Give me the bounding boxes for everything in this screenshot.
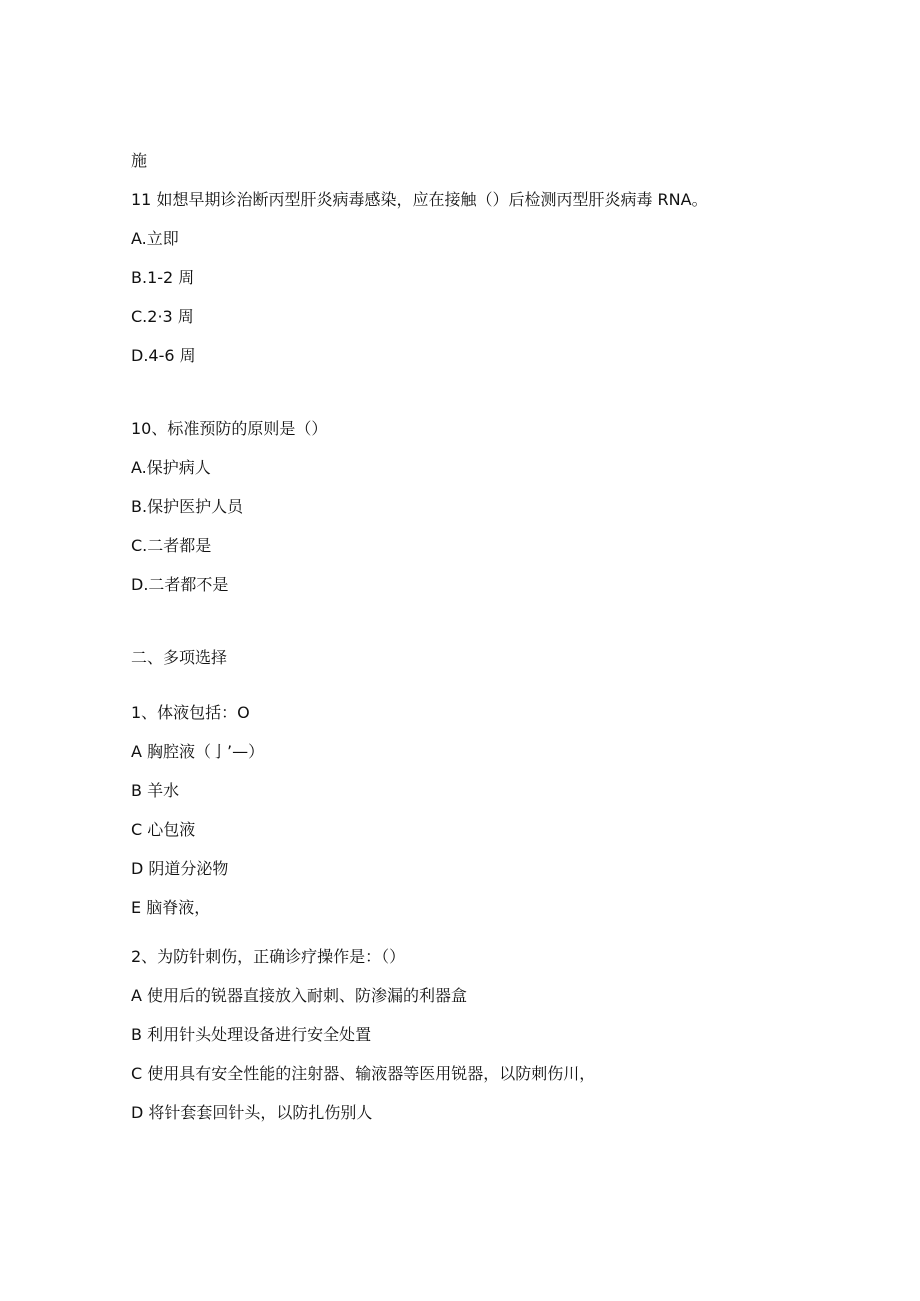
option-b: B 利用针头处理设备进行安全处置 — [131, 1025, 372, 1044]
section-heading: 二、多项选择 — [131, 648, 228, 667]
text-fragment: 施 — [131, 151, 148, 170]
option-a: A 使用后的锐器直接放入耐刺、防渗漏的利器盒 — [131, 986, 468, 1005]
option-e: E 脑脊液， — [131, 898, 211, 917]
option-d: D.4-6 周 — [131, 346, 196, 365]
option-d: D 阴道分泌物 — [131, 859, 229, 878]
option-a: A.立即 — [131, 229, 179, 248]
option-b: B 羊水 — [131, 781, 180, 800]
option-a: A 胸腔液（亅’—） — [131, 742, 265, 761]
option-a: A.保护病人 — [131, 458, 211, 477]
question-stem: 11 如想早期诊治断丙型肝炎病毒感染，应在接触（）后检测丙型肝炎病毒 RNA。 — [131, 190, 708, 209]
option-d: D 将针套套回针头，以防扎伤别人 — [131, 1103, 373, 1122]
option-c: C 使用具有安全性能的注射器、输液器等医用锐器，以防刺伤川， — [131, 1064, 596, 1083]
option-c: C 心包液 — [131, 820, 196, 839]
question-stem: 10、标准预防的原则是（） — [131, 419, 328, 438]
option-c: C.二者都是 — [131, 536, 212, 555]
option-d: D.二者都不是 — [131, 575, 229, 594]
option-b: B.保护医护人员 — [131, 497, 244, 516]
option-c: C.2·3 周 — [131, 307, 194, 326]
question-stem: 2、为防针刺伤，正确诊疗操作是：（） — [131, 947, 406, 966]
question-stem: 1、体液包括：O — [131, 703, 250, 722]
option-b: B.1-2 周 — [131, 268, 195, 287]
